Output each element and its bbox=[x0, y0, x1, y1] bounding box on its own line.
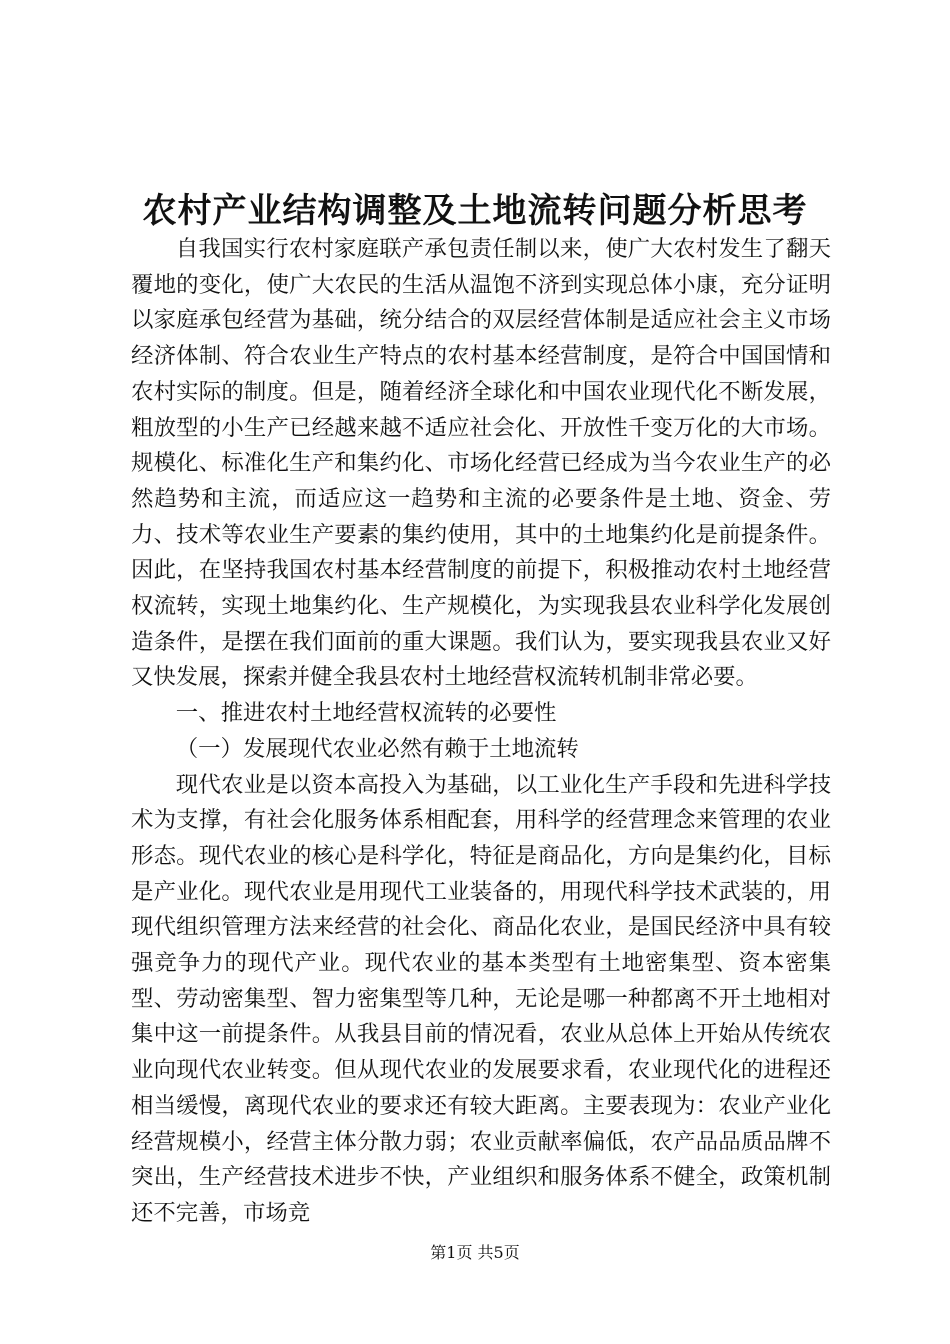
section-heading-1: 一、推进农村土地经营权流转的必要性 bbox=[175, 700, 557, 727]
page-footer: 第1页 共5页 bbox=[430, 1243, 520, 1262]
subsection-heading-1: （一）发展现代农业必然有赖于土地流转 bbox=[175, 735, 579, 762]
paragraph-intro: 自我国实行农村家庭联产承包责任制以来，使广大农村发生了翻天覆地的变化，使广大农民的生活从温饱不济到实现总体小康，充分证明以家庭承包经营为基础，统分结合的双层经营体制是适应社会主义市场经济体制、符合农业生产特点的农村基本经营制度，是符合中国国情和农村实际的制度。但是，随着经济全球化和中国农业现代化不断发展，粗放型的小生产已经越来越不适应社会化、开放性千变万化的大市场。规模化、标准化生产和集约化、市场化经营已经成为当今农业生产的必然趋势和主流，而适应这一趋势和主流的必要条件是土地、资金、劳力、技术等农业生产要素的集约使用，其中的土地集约化是前提条件。因此，在坚持我国农村基本经营制度的前提下，积极推动农村土地经营权流转，实现土地集约化、生产规模化，为实现我县农业科学化发展创造条件，是摆在我们面前的重大课题。我们认为，要实现我县农业又好又快发展，探索并健全我县农村土地经营权流转机制非常必要。 bbox=[131, 236, 831, 691]
document-body bbox=[131, 232, 831, 1232]
document-title: 农村产业结构调整及土地流转问题分析思考 bbox=[142, 191, 808, 231]
paragraph-modern-agriculture: 现代农业是以资本高投入为基础，以工业化生产手段和先进科学技术为支撑，有社会化服务体系相配套，用科学的经营理念来管理的农业形态。现代农业的核心是科学化，特征是商品化，方向是集约化，目标是产业化。现代农业是用现代工业装备的，用现代科学技术武装的，用现代组织管理方法来经营的社会化、商品化农业，是国民经济中具有较强竞争力的现代产业。现代农业的基本类型有土地密集型、资本密集型、劳动密集型、智力密集型等几种，无论是哪一种都离不开土地相对集中这一前提条件。从我县目前的情况看，农业从总体上开始从传统农业向现代农业转变。但从现代农业的发展要求看，农业现代化的进程还相当缓慢，离现代农业的要求还有较大距离。主要表现为：农业产业化经营规模小，经营主体分散力弱；农业贡献率偏低，农产品品质品牌不突出，生产经营技术进步不快，产业组织和服务体系不健全，政策机制还不完善，市场竞 bbox=[131, 771, 831, 1226]
